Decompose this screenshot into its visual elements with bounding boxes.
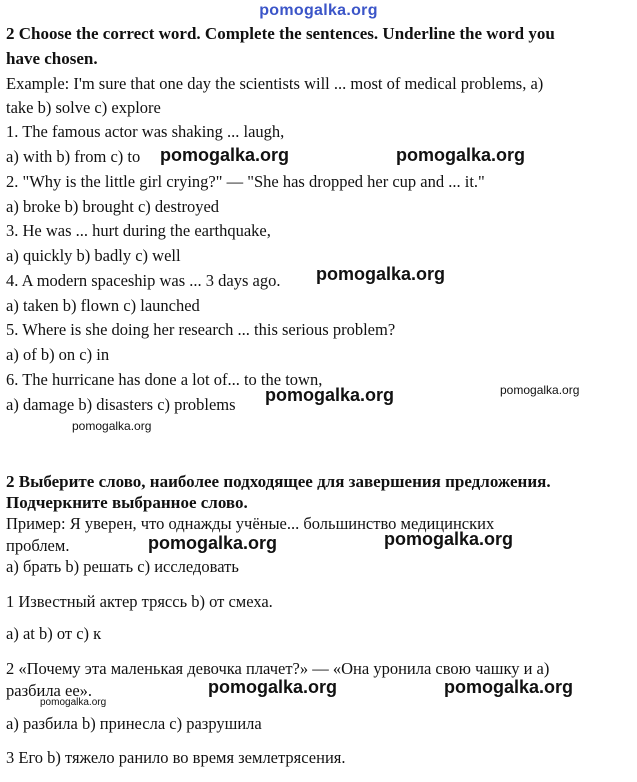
russian-item-3-question: 3 Его b) тяжело ранило во время землетрясения. (6, 748, 346, 767)
russian-item-1-options: a) at b) от с) к (6, 624, 102, 643)
russian-example-line2: проблем. (6, 536, 70, 555)
english-item-5-options: a) of b) on c) in (6, 345, 110, 364)
watermark: pomogalka.org (40, 697, 107, 708)
english-item-4-options: a) taken b) flown c) launched (6, 296, 200, 315)
english-item-5-question: 5. Where is she doing her research ... this serious problem? (6, 320, 396, 339)
english-heading-line1: 2 Choose the correct word. Complete the sentences. Underline the word you (6, 24, 555, 43)
top-watermark: pomogalka.org (259, 2, 378, 19)
russian-item-2-question-line2: разбила ее». (6, 681, 93, 700)
watermark: pomogalka.org (316, 264, 446, 284)
russian-item-2-options: а) разбила b) принесла с) разрушила (6, 714, 262, 733)
russian-heading-line2: Подчеркните выбранное слово. (6, 493, 248, 512)
english-item-1-question: 1. The famous actor was shaking ... laugh, (6, 122, 285, 141)
russian-example-options: а) брать b) решать с) исследовать (6, 557, 239, 576)
english-item-3-options: a) quickly b) badly c) well (6, 246, 181, 265)
watermark: pomogalka.org (148, 533, 278, 553)
english-item-6-options: a) damage b) disasters c) problems (6, 395, 236, 414)
watermark: pomogalka.org (160, 145, 290, 165)
russian-heading-line1: 2 Выберите слово, наиболее подходящее для завершения предложения. (6, 472, 551, 491)
watermark: pomogalka.org (396, 145, 526, 165)
watermark: pomogalka.org (444, 677, 574, 697)
watermark: pomogalka.org (384, 529, 514, 549)
russian-example-line1: Пример: Я уверен, что однажды учёные... большинство медицинских (6, 514, 495, 533)
english-heading-line2: have chosen. (6, 49, 98, 68)
watermark: pomogalka.org (500, 383, 580, 397)
russian-item-1-question: 1 Известный актер тряссь b) от смеха. (6, 592, 273, 611)
english-item-1-options: a) with b) from c) to (6, 147, 141, 166)
watermark: pomogalka.org (72, 419, 152, 433)
english-item-3-question: 3. He was ... hurt during the earthquake, (6, 221, 271, 240)
watermark: pomogalka.org (208, 677, 338, 697)
english-item-6-question: 6. The hurricane has done a lot of... to the town, (6, 370, 323, 389)
english-item-2-options: a) broke b) brought c) destroyed (6, 197, 220, 216)
english-example-line2: take b) solve c) explore (6, 98, 161, 117)
english-item-4-question: 4. A modern spaceship was ... 3 days ago. (6, 271, 281, 290)
english-item-2-question: 2. "Why is the little girl crying?" — "She has dropped her cup and ... it." (6, 172, 485, 191)
watermark: pomogalka.org (265, 385, 395, 405)
english-example-line1: Example: I'm sure that one day the scientists will ... most of medical problems, a) (6, 74, 544, 93)
russian-item-2-question-line1: 2 «Почему эта маленькая девочка плачет?» — «Она уронила свою чашку и а) (6, 659, 550, 678)
